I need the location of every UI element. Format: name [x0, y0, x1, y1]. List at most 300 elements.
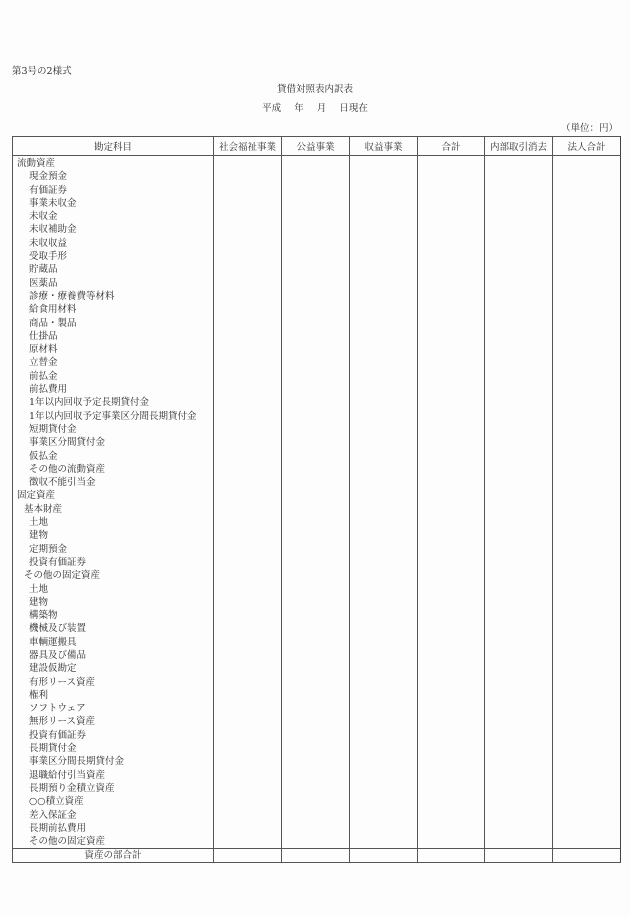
amount-cell-profit[interactable] [350, 263, 418, 276]
amount-cell-elimination[interactable] [485, 529, 553, 542]
amount-cell-social-welfare[interactable] [214, 795, 282, 808]
amount-cell-corporate-total[interactable] [553, 277, 621, 290]
amount-cell-elimination[interactable] [485, 636, 553, 649]
amount-cell-elimination[interactable] [485, 822, 553, 835]
amount-cell-social-welfare[interactable] [214, 782, 282, 795]
amount-cell-public-interest[interactable] [282, 317, 350, 330]
amount-cell-corporate-total[interactable] [553, 822, 621, 835]
amount-cell-public-interest[interactable] [282, 436, 350, 449]
amount-cell-corporate-total[interactable] [553, 184, 621, 197]
amount-cell-profit[interactable] [350, 702, 418, 715]
amount-cell-subtotal[interactable] [418, 636, 485, 649]
amount-cell-elimination[interactable] [485, 356, 553, 369]
amount-cell-subtotal[interactable] [418, 689, 485, 702]
amount-cell-social-welfare[interactable] [214, 516, 282, 529]
amount-cell-elimination[interactable] [485, 676, 553, 689]
amount-cell-corporate-total[interactable] [553, 303, 621, 316]
amount-cell-profit[interactable] [350, 556, 418, 569]
amount-cell-corporate-total[interactable] [553, 197, 621, 210]
amount-cell-subtotal[interactable] [418, 596, 485, 609]
amount-cell-corporate-total[interactable] [553, 583, 621, 596]
amount-cell-profit[interactable] [350, 156, 418, 171]
amount-cell-profit[interactable] [350, 237, 418, 250]
amount-cell-public-interest[interactable] [282, 715, 350, 728]
amount-cell-public-interest[interactable] [282, 755, 350, 768]
amount-cell-public-interest[interactable] [282, 609, 350, 622]
amount-cell-subtotal[interactable] [418, 622, 485, 635]
amount-cell-corporate-total[interactable] [553, 250, 621, 263]
amount-cell-elimination[interactable] [485, 223, 553, 236]
amount-cell-public-interest[interactable] [282, 596, 350, 609]
amount-cell-elimination[interactable] [485, 317, 553, 330]
amount-cell-profit[interactable] [350, 343, 418, 356]
amount-cell-subtotal[interactable] [418, 463, 485, 476]
amount-cell-corporate-total[interactable] [553, 809, 621, 822]
amount-cell-elimination[interactable] [485, 250, 553, 263]
amount-cell-elimination[interactable] [485, 543, 553, 556]
amount-cell-social-welfare[interactable] [214, 742, 282, 755]
amount-cell-social-welfare[interactable] [214, 423, 282, 436]
amount-cell-elimination[interactable] [485, 423, 553, 436]
amount-cell-corporate-total[interactable] [553, 290, 621, 303]
amount-cell-social-welfare[interactable] [214, 583, 282, 596]
amount-cell-corporate-total[interactable] [553, 356, 621, 369]
amount-cell-corporate-total[interactable] [553, 596, 621, 609]
amount-cell-subtotal[interactable] [418, 156, 485, 171]
amount-cell-public-interest[interactable] [282, 529, 350, 542]
amount-cell-profit[interactable] [350, 383, 418, 396]
amount-cell-profit[interactable] [350, 170, 418, 183]
amount-cell-subtotal[interactable] [418, 609, 485, 622]
amount-cell-profit[interactable] [350, 489, 418, 502]
amount-cell-corporate-total[interactable] [553, 330, 621, 343]
amount-cell-social-welfare[interactable] [214, 755, 282, 768]
amount-cell-subtotal[interactable] [418, 303, 485, 316]
amount-cell-subtotal[interactable] [418, 503, 485, 516]
amount-cell-elimination[interactable] [485, 410, 553, 423]
amount-cell-social-welfare[interactable] [214, 649, 282, 662]
amount-cell-social-welfare[interactable] [214, 197, 282, 210]
amount-cell-social-welfare[interactable] [214, 303, 282, 316]
amount-cell-social-welfare[interactable] [214, 729, 282, 742]
amount-cell-public-interest[interactable] [282, 489, 350, 502]
amount-cell-profit[interactable] [350, 583, 418, 596]
amount-cell-public-interest[interactable] [282, 396, 350, 409]
amount-cell-profit[interactable] [350, 317, 418, 330]
amount-cell-elimination[interactable] [485, 649, 553, 662]
amount-cell-corporate-total[interactable] [553, 649, 621, 662]
amount-cell-corporate-total[interactable] [553, 463, 621, 476]
amount-cell-profit[interactable] [350, 410, 418, 423]
amount-cell-profit[interactable] [350, 769, 418, 782]
total-cell-subtotal[interactable] [418, 849, 485, 863]
amount-cell-corporate-total[interactable] [553, 423, 621, 436]
amount-cell-corporate-total[interactable] [553, 343, 621, 356]
amount-cell-profit[interactable] [350, 662, 418, 675]
amount-cell-subtotal[interactable] [418, 396, 485, 409]
amount-cell-profit[interactable] [350, 543, 418, 556]
amount-cell-profit[interactable] [350, 822, 418, 835]
amount-cell-social-welfare[interactable] [214, 529, 282, 542]
amount-cell-subtotal[interactable] [418, 450, 485, 463]
amount-cell-subtotal[interactable] [418, 715, 485, 728]
amount-cell-elimination[interactable] [485, 197, 553, 210]
amount-cell-corporate-total[interactable] [553, 622, 621, 635]
amount-cell-corporate-total[interactable] [553, 662, 621, 675]
amount-cell-profit[interactable] [350, 503, 418, 516]
amount-cell-public-interest[interactable] [282, 330, 350, 343]
amount-cell-subtotal[interactable] [418, 237, 485, 250]
amount-cell-corporate-total[interactable] [553, 769, 621, 782]
amount-cell-elimination[interactable] [485, 383, 553, 396]
amount-cell-social-welfare[interactable] [214, 396, 282, 409]
amount-cell-social-welfare[interactable] [214, 676, 282, 689]
amount-cell-elimination[interactable] [485, 450, 553, 463]
amount-cell-elimination[interactable] [485, 343, 553, 356]
amount-cell-elimination[interactable] [485, 795, 553, 808]
total-cell-corporate-total[interactable] [553, 849, 621, 863]
amount-cell-profit[interactable] [350, 782, 418, 795]
amount-cell-elimination[interactable] [485, 729, 553, 742]
amount-cell-public-interest[interactable] [282, 210, 350, 223]
amount-cell-social-welfare[interactable] [214, 317, 282, 330]
amount-cell-profit[interactable] [350, 636, 418, 649]
amount-cell-public-interest[interactable] [282, 170, 350, 183]
amount-cell-subtotal[interactable] [418, 170, 485, 183]
amount-cell-social-welfare[interactable] [214, 223, 282, 236]
amount-cell-public-interest[interactable] [282, 795, 350, 808]
amount-cell-elimination[interactable] [485, 622, 553, 635]
amount-cell-profit[interactable] [350, 210, 418, 223]
amount-cell-corporate-total[interactable] [553, 795, 621, 808]
amount-cell-public-interest[interactable] [282, 343, 350, 356]
amount-cell-subtotal[interactable] [418, 210, 485, 223]
amount-cell-corporate-total[interactable] [553, 729, 621, 742]
amount-cell-public-interest[interactable] [282, 649, 350, 662]
amount-cell-profit[interactable] [350, 330, 418, 343]
amount-cell-subtotal[interactable] [418, 410, 485, 423]
amount-cell-subtotal[interactable] [418, 370, 485, 383]
amount-cell-public-interest[interactable] [282, 689, 350, 702]
amount-cell-corporate-total[interactable] [553, 237, 621, 250]
amount-cell-profit[interactable] [350, 450, 418, 463]
amount-cell-social-welfare[interactable] [214, 715, 282, 728]
amount-cell-social-welfare[interactable] [214, 636, 282, 649]
amount-cell-elimination[interactable] [485, 596, 553, 609]
amount-cell-public-interest[interactable] [282, 742, 350, 755]
amount-cell-profit[interactable] [350, 290, 418, 303]
amount-cell-subtotal[interactable] [418, 263, 485, 276]
amount-cell-profit[interactable] [350, 742, 418, 755]
amount-cell-public-interest[interactable] [282, 583, 350, 596]
amount-cell-corporate-total[interactable] [553, 210, 621, 223]
amount-cell-public-interest[interactable] [282, 676, 350, 689]
amount-cell-elimination[interactable] [485, 583, 553, 596]
amount-cell-profit[interactable] [350, 755, 418, 768]
amount-cell-subtotal[interactable] [418, 702, 485, 715]
amount-cell-elimination[interactable] [485, 769, 553, 782]
amount-cell-public-interest[interactable] [282, 516, 350, 529]
amount-cell-corporate-total[interactable] [553, 476, 621, 489]
amount-cell-public-interest[interactable] [282, 423, 350, 436]
amount-cell-social-welfare[interactable] [214, 622, 282, 635]
amount-cell-corporate-total[interactable] [553, 489, 621, 502]
amount-cell-subtotal[interactable] [418, 769, 485, 782]
amount-cell-elimination[interactable] [485, 210, 553, 223]
amount-cell-profit[interactable] [350, 476, 418, 489]
amount-cell-public-interest[interactable] [282, 782, 350, 795]
amount-cell-profit[interactable] [350, 795, 418, 808]
amount-cell-social-welfare[interactable] [214, 702, 282, 715]
amount-cell-social-welfare[interactable] [214, 410, 282, 423]
amount-cell-social-welfare[interactable] [214, 436, 282, 449]
amount-cell-corporate-total[interactable] [553, 370, 621, 383]
amount-cell-public-interest[interactable] [282, 662, 350, 675]
amount-cell-public-interest[interactable] [282, 622, 350, 635]
amount-cell-subtotal[interactable] [418, 569, 485, 582]
amount-cell-subtotal[interactable] [418, 383, 485, 396]
amount-cell-corporate-total[interactable] [553, 410, 621, 423]
amount-cell-corporate-total[interactable] [553, 569, 621, 582]
amount-cell-social-welfare[interactable] [214, 330, 282, 343]
amount-cell-elimination[interactable] [485, 277, 553, 290]
amount-cell-public-interest[interactable] [282, 303, 350, 316]
amount-cell-profit[interactable] [350, 463, 418, 476]
amount-cell-subtotal[interactable] [418, 809, 485, 822]
amount-cell-profit[interactable] [350, 436, 418, 449]
amount-cell-profit[interactable] [350, 676, 418, 689]
amount-cell-public-interest[interactable] [282, 197, 350, 210]
amount-cell-social-welfare[interactable] [214, 343, 282, 356]
amount-cell-subtotal[interactable] [418, 223, 485, 236]
amount-cell-profit[interactable] [350, 370, 418, 383]
amount-cell-corporate-total[interactable] [553, 383, 621, 396]
amount-cell-social-welfare[interactable] [214, 170, 282, 183]
amount-cell-subtotal[interactable] [418, 676, 485, 689]
amount-cell-elimination[interactable] [485, 290, 553, 303]
amount-cell-subtotal[interactable] [418, 290, 485, 303]
amount-cell-subtotal[interactable] [418, 277, 485, 290]
amount-cell-subtotal[interactable] [418, 835, 485, 849]
amount-cell-social-welfare[interactable] [214, 356, 282, 369]
amount-cell-social-welfare[interactable] [214, 250, 282, 263]
amount-cell-public-interest[interactable] [282, 383, 350, 396]
amount-cell-corporate-total[interactable] [553, 636, 621, 649]
amount-cell-social-welfare[interactable] [214, 809, 282, 822]
amount-cell-profit[interactable] [350, 197, 418, 210]
amount-cell-subtotal[interactable] [418, 729, 485, 742]
amount-cell-profit[interactable] [350, 277, 418, 290]
amount-cell-subtotal[interactable] [418, 476, 485, 489]
amount-cell-elimination[interactable] [485, 835, 553, 849]
amount-cell-corporate-total[interactable] [553, 223, 621, 236]
amount-cell-corporate-total[interactable] [553, 263, 621, 276]
amount-cell-profit[interactable] [350, 303, 418, 316]
amount-cell-subtotal[interactable] [418, 782, 485, 795]
amount-cell-elimination[interactable] [485, 609, 553, 622]
amount-cell-elimination[interactable] [485, 516, 553, 529]
amount-cell-corporate-total[interactable] [553, 556, 621, 569]
amount-cell-elimination[interactable] [485, 689, 553, 702]
amount-cell-corporate-total[interactable] [553, 543, 621, 556]
amount-cell-public-interest[interactable] [282, 223, 350, 236]
amount-cell-elimination[interactable] [485, 263, 553, 276]
amount-cell-public-interest[interactable] [282, 290, 350, 303]
amount-cell-public-interest[interactable] [282, 263, 350, 276]
amount-cell-corporate-total[interactable] [553, 755, 621, 768]
amount-cell-subtotal[interactable] [418, 436, 485, 449]
amount-cell-social-welfare[interactable] [214, 450, 282, 463]
amount-cell-public-interest[interactable] [282, 543, 350, 556]
amount-cell-corporate-total[interactable] [553, 835, 621, 849]
amount-cell-elimination[interactable] [485, 463, 553, 476]
amount-cell-profit[interactable] [350, 223, 418, 236]
amount-cell-social-welfare[interactable] [214, 769, 282, 782]
amount-cell-corporate-total[interactable] [553, 742, 621, 755]
amount-cell-elimination[interactable] [485, 184, 553, 197]
amount-cell-elimination[interactable] [485, 237, 553, 250]
amount-cell-public-interest[interactable] [282, 277, 350, 290]
amount-cell-social-welfare[interactable] [214, 822, 282, 835]
amount-cell-corporate-total[interactable] [553, 436, 621, 449]
amount-cell-corporate-total[interactable] [553, 170, 621, 183]
amount-cell-corporate-total[interactable] [553, 516, 621, 529]
amount-cell-social-welfare[interactable] [214, 263, 282, 276]
amount-cell-social-welfare[interactable] [214, 237, 282, 250]
amount-cell-social-welfare[interactable] [214, 662, 282, 675]
amount-cell-public-interest[interactable] [282, 569, 350, 582]
amount-cell-subtotal[interactable] [418, 423, 485, 436]
amount-cell-social-welfare[interactable] [214, 277, 282, 290]
amount-cell-public-interest[interactable] [282, 556, 350, 569]
amount-cell-social-welfare[interactable] [214, 503, 282, 516]
amount-cell-elimination[interactable] [485, 742, 553, 755]
amount-cell-social-welfare[interactable] [214, 290, 282, 303]
amount-cell-elimination[interactable] [485, 715, 553, 728]
amount-cell-public-interest[interactable] [282, 463, 350, 476]
amount-cell-profit[interactable] [350, 622, 418, 635]
total-cell-profit[interactable] [350, 849, 418, 863]
amount-cell-subtotal[interactable] [418, 662, 485, 675]
total-cell-elimination[interactable] [485, 849, 553, 863]
amount-cell-subtotal[interactable] [418, 795, 485, 808]
amount-cell-social-welfare[interactable] [214, 835, 282, 849]
amount-cell-public-interest[interactable] [282, 702, 350, 715]
amount-cell-social-welfare[interactable] [214, 609, 282, 622]
amount-cell-profit[interactable] [350, 250, 418, 263]
amount-cell-subtotal[interactable] [418, 197, 485, 210]
amount-cell-elimination[interactable] [485, 370, 553, 383]
amount-cell-corporate-total[interactable] [553, 450, 621, 463]
amount-cell-profit[interactable] [350, 423, 418, 436]
amount-cell-profit[interactable] [350, 184, 418, 197]
amount-cell-public-interest[interactable] [282, 503, 350, 516]
amount-cell-social-welfare[interactable] [214, 556, 282, 569]
amount-cell-social-welfare[interactable] [214, 543, 282, 556]
amount-cell-profit[interactable] [350, 835, 418, 849]
amount-cell-subtotal[interactable] [418, 343, 485, 356]
amount-cell-corporate-total[interactable] [553, 317, 621, 330]
amount-cell-subtotal[interactable] [418, 556, 485, 569]
amount-cell-elimination[interactable] [485, 436, 553, 449]
amount-cell-social-welfare[interactable] [214, 370, 282, 383]
amount-cell-corporate-total[interactable] [553, 702, 621, 715]
amount-cell-subtotal[interactable] [418, 330, 485, 343]
amount-cell-corporate-total[interactable] [553, 689, 621, 702]
amount-cell-elimination[interactable] [485, 476, 553, 489]
amount-cell-public-interest[interactable] [282, 356, 350, 369]
total-cell-social-welfare[interactable] [214, 849, 282, 863]
amount-cell-elimination[interactable] [485, 809, 553, 822]
amount-cell-elimination[interactable] [485, 330, 553, 343]
amount-cell-elimination[interactable] [485, 156, 553, 171]
amount-cell-social-welfare[interactable] [214, 489, 282, 502]
amount-cell-public-interest[interactable] [282, 636, 350, 649]
amount-cell-elimination[interactable] [485, 396, 553, 409]
total-cell-public-interest[interactable] [282, 849, 350, 863]
amount-cell-subtotal[interactable] [418, 250, 485, 263]
amount-cell-profit[interactable] [350, 396, 418, 409]
amount-cell-elimination[interactable] [485, 503, 553, 516]
amount-cell-social-welfare[interactable] [214, 383, 282, 396]
amount-cell-corporate-total[interactable] [553, 609, 621, 622]
amount-cell-subtotal[interactable] [418, 489, 485, 502]
amount-cell-corporate-total[interactable] [553, 156, 621, 171]
amount-cell-profit[interactable] [350, 689, 418, 702]
amount-cell-social-welfare[interactable] [214, 463, 282, 476]
amount-cell-corporate-total[interactable] [553, 529, 621, 542]
amount-cell-subtotal[interactable] [418, 649, 485, 662]
amount-cell-public-interest[interactable] [282, 809, 350, 822]
amount-cell-public-interest[interactable] [282, 835, 350, 849]
amount-cell-profit[interactable] [350, 649, 418, 662]
amount-cell-corporate-total[interactable] [553, 715, 621, 728]
amount-cell-social-welfare[interactable] [214, 476, 282, 489]
amount-cell-public-interest[interactable] [282, 729, 350, 742]
amount-cell-profit[interactable] [350, 729, 418, 742]
amount-cell-social-welfare[interactable] [214, 156, 282, 171]
amount-cell-public-interest[interactable] [282, 410, 350, 423]
amount-cell-public-interest[interactable] [282, 156, 350, 171]
amount-cell-subtotal[interactable] [418, 543, 485, 556]
amount-cell-elimination[interactable] [485, 702, 553, 715]
amount-cell-profit[interactable] [350, 529, 418, 542]
amount-cell-elimination[interactable] [485, 556, 553, 569]
amount-cell-subtotal[interactable] [418, 184, 485, 197]
amount-cell-social-welfare[interactable] [214, 569, 282, 582]
amount-cell-subtotal[interactable] [418, 583, 485, 596]
amount-cell-corporate-total[interactable] [553, 396, 621, 409]
amount-cell-elimination[interactable] [485, 489, 553, 502]
amount-cell-corporate-total[interactable] [553, 782, 621, 795]
amount-cell-elimination[interactable] [485, 782, 553, 795]
amount-cell-public-interest[interactable] [282, 250, 350, 263]
amount-cell-public-interest[interactable] [282, 237, 350, 250]
amount-cell-corporate-total[interactable] [553, 676, 621, 689]
amount-cell-subtotal[interactable] [418, 317, 485, 330]
amount-cell-public-interest[interactable] [282, 769, 350, 782]
amount-cell-profit[interactable] [350, 715, 418, 728]
amount-cell-public-interest[interactable] [282, 476, 350, 489]
amount-cell-profit[interactable] [350, 516, 418, 529]
amount-cell-subtotal[interactable] [418, 755, 485, 768]
amount-cell-social-welfare[interactable] [214, 596, 282, 609]
amount-cell-elimination[interactable] [485, 170, 553, 183]
amount-cell-subtotal[interactable] [418, 529, 485, 542]
amount-cell-profit[interactable] [350, 809, 418, 822]
amount-cell-profit[interactable] [350, 569, 418, 582]
amount-cell-public-interest[interactable] [282, 450, 350, 463]
